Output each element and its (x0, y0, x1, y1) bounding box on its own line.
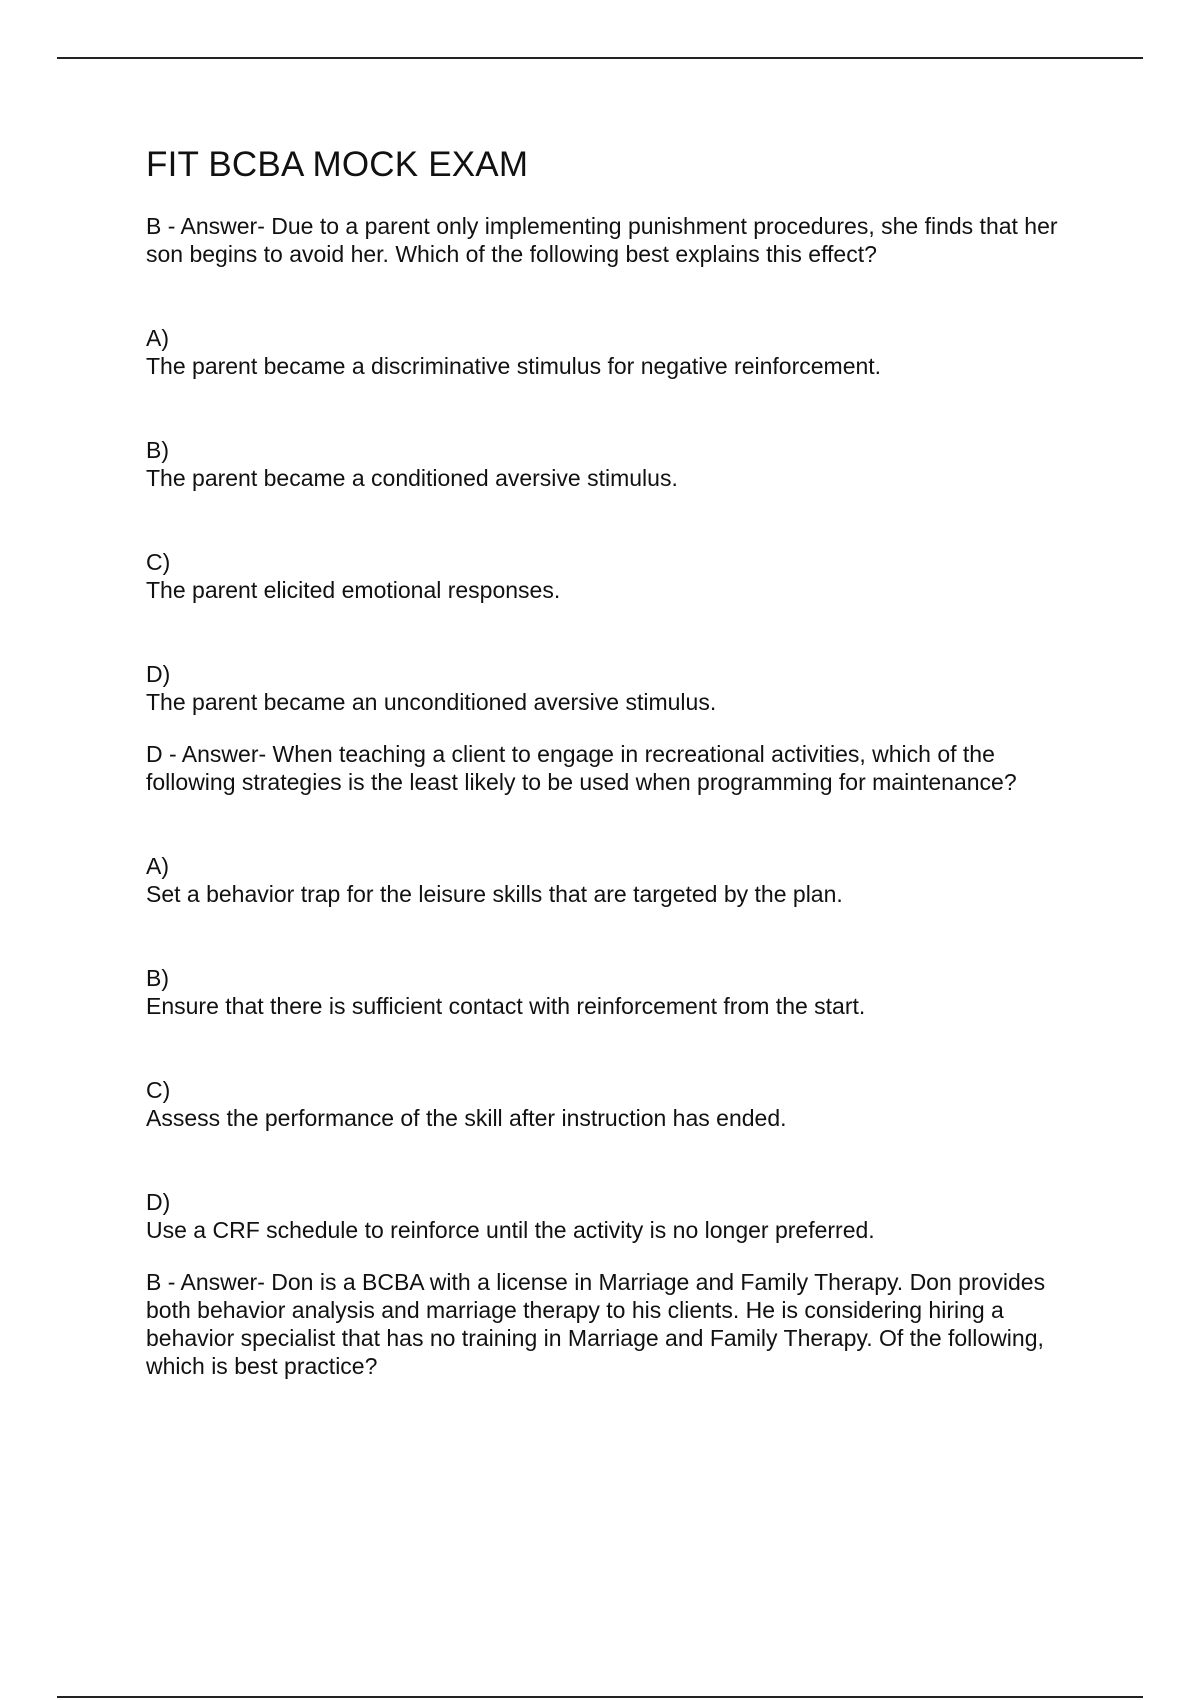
option-label: B) (146, 437, 169, 463)
option-text: Assess the performance of the skill after instruction has ended. (146, 1105, 787, 1131)
option-label: D) (146, 1189, 171, 1215)
option-label: B) (146, 965, 169, 991)
question-2-option-b (146, 964, 1076, 1020)
option-text: The parent became an unconditioned aversive stimulus. (146, 689, 717, 715)
question-2-option-d (146, 1188, 1076, 1244)
question-1-option-b (146, 436, 1076, 492)
question-2-option-c (146, 1076, 1076, 1132)
question-1-option-d (146, 660, 1076, 716)
question-3-text: B - Answer- Don is a BCBA with a license in Marriage and Family Therapy. Don provides both behavior analysis and marriage therapy to his clients. He is considering hiring a behavior specialist that has no training in Marriage and Family Therapy. Of the following, which is best practice? (146, 1269, 1046, 1379)
top-rule (57, 57, 1143, 59)
option-text: The parent became a conditioned aversive stimulus. (146, 465, 678, 491)
option-label: C) (146, 1077, 171, 1103)
question-1-option-a (146, 324, 1076, 380)
option-text: The parent became a discriminative stimulus for negative reinforcement. (146, 353, 882, 379)
question-2-option-a (146, 852, 1076, 908)
question-1-option-c (146, 548, 1076, 604)
option-text: Use a CRF schedule to reinforce until the activity is no longer preferred. (146, 1217, 875, 1243)
option-text: Ensure that there is sufficient contact with reinforcement from the start. (146, 993, 866, 1019)
option-label: C) (146, 549, 171, 575)
option-text: The parent elicited emotional responses. (146, 577, 561, 603)
option-label: D) (146, 661, 171, 687)
page-title: FIT BCBA MOCK EXAM (146, 145, 529, 184)
option-label: A) (146, 325, 169, 351)
option-text: Set a behavior trap for the leisure skills that are targeted by the plan. (146, 881, 843, 907)
option-label: A) (146, 853, 169, 879)
question-1-text: B - Answer- Due to a parent only implementing punishment procedures, she finds that her son begins to avoid her. Which of the following best explains this effect? (146, 213, 1058, 267)
bottom-rule (57, 1696, 1143, 1698)
document-body (146, 140, 1076, 1380)
question-2-text: D - Answer- When teaching a client to engage in recreational activities, which of the following strategies is the least likely to be used when programming for maintenance? (146, 741, 1017, 795)
